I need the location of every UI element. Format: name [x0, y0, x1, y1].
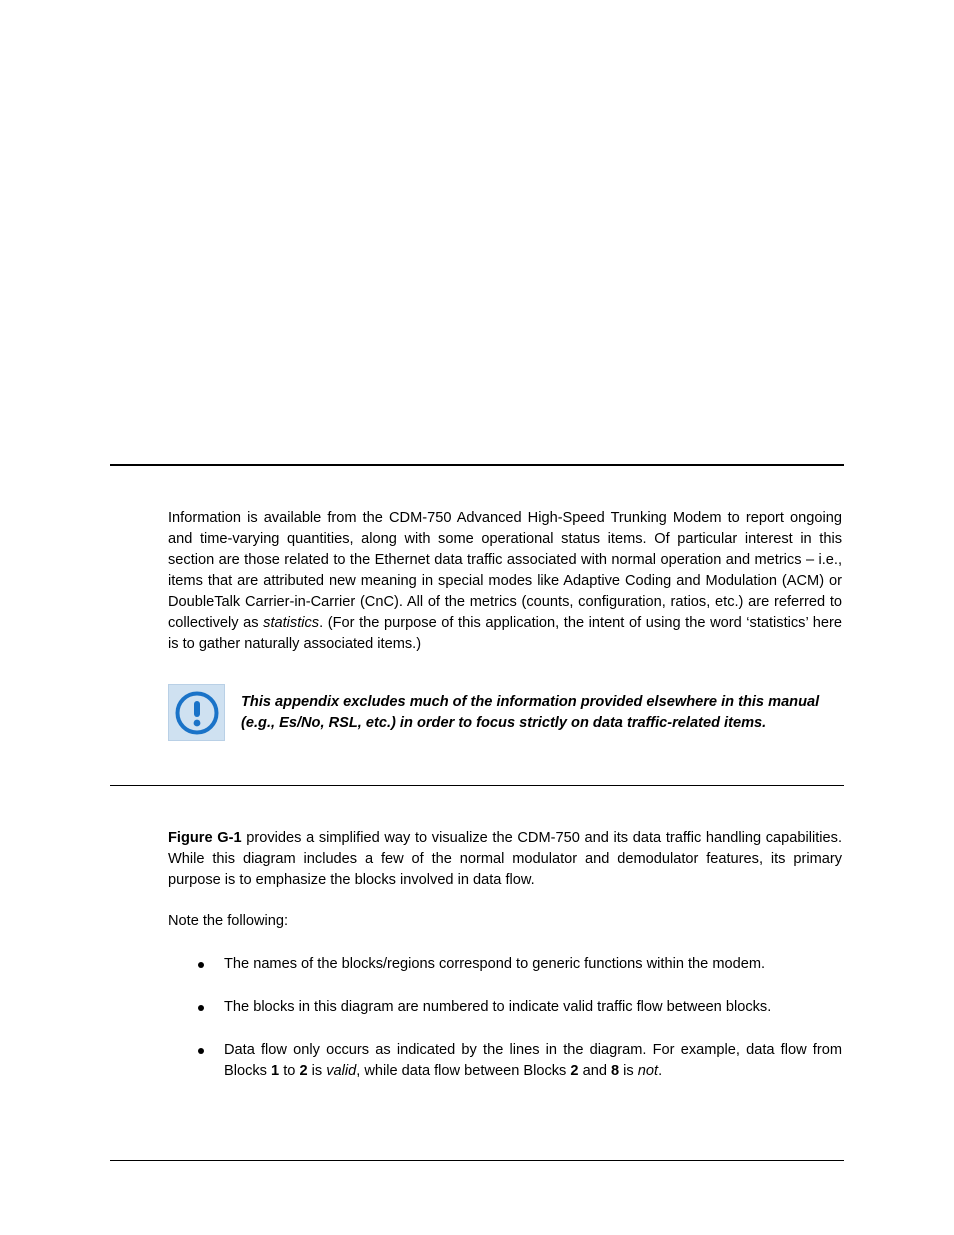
bullet-text: Data flow only occurs as indicated by the lines in the diagram. For example, data flow from Blocks 1 to 2 is valid, while data flow between Blocks 2 and 8 is not. — [224, 1042, 842, 1079]
bullet-text: The names of the blocks/regions correspond to generic functions within the modem. — [224, 956, 766, 972]
list-item — [168, 997, 842, 1018]
section-divider-middle — [110, 785, 844, 786]
intro-italic-term: statistics — [263, 615, 320, 631]
list-item — [168, 1040, 842, 1082]
list-item — [168, 954, 842, 975]
valid-term: valid — [326, 1063, 357, 1079]
intro-paragraph — [168, 508, 842, 655]
note-callout — [168, 684, 842, 742]
block-number: 2 — [299, 1063, 308, 1079]
bullet-list — [168, 954, 842, 1104]
bullet-text: The blocks in this diagram are numbered to indicate valid traffic flow between blocks. — [224, 999, 772, 1015]
block-number: 8 — [611, 1063, 620, 1079]
note-text: This appendix excludes much of the information provided elsewhere in this manual (e.g., Es/No, RSL, etc.) in order to focus strictly on data traffic-related items. — [241, 694, 820, 731]
bullet-dot-icon — [198, 1048, 204, 1054]
block-number: 2 — [570, 1063, 579, 1079]
intro-text-2: . (For the purpose of this application, the intent of using the word ‘statistics’ here is to gather naturally associated items.) — [168, 615, 842, 652]
note-following-label: Note the following: — [168, 913, 289, 929]
bullet-dot-icon — [198, 1005, 204, 1011]
section-divider-top — [110, 464, 844, 466]
intro-text-1: Information is available from the CDM-750 Advanced High-Speed Trunking Modem to report ongoing and time-varying quantities, along with some operational status items. Of particular interest in this section are those related to the Ethernet data traffic associated with normal operation and metrics – i.e., items that are attributed new meaning in special modes like Adaptive Coding and Modulation (ACM) or DoubleTalk Carrier-in-Carrier (CnC). All of the metrics (counts, configuration, ratios, etc.) are referred to collectively as — [168, 510, 842, 631]
figure-reference: Figure G-1 — [168, 830, 242, 846]
not-term: not — [637, 1063, 659, 1079]
footer-divider — [110, 1160, 844, 1161]
bullet-dot-icon — [198, 962, 204, 968]
figure-paragraph — [168, 828, 842, 891]
figure-paragraph-text: provides a simplified way to visualize the CDM-750 and its data traffic handling capabilities. While this diagram includes a few of the normal modulator and demodulator features, its primary purpose is to emphasize the blocks involved in data flow. — [168, 830, 842, 888]
block-number: 1 — [271, 1063, 280, 1079]
exclamation-circle-icon — [168, 684, 225, 741]
